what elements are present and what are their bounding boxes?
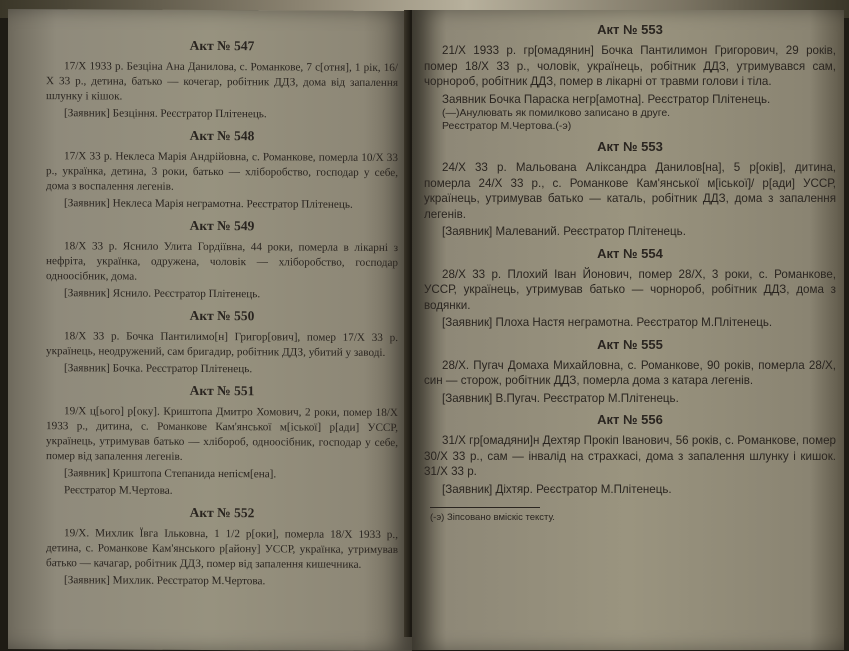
act-548	[46, 127, 398, 213]
act-signature: [Заявник] Яснило. Реєстратор Плітенець.	[64, 287, 261, 301]
act-553	[424, 139, 836, 240]
act-title: Акт № 553	[597, 22, 663, 37]
act-signature: [Заявник] В.Пугач. Реєстратор М.Плітенець.	[442, 391, 679, 405]
act-body: 31/Х гр[омадяни]н Дехтяр Прокіп Іванович, 56 років, с. Романкове, помер 30/Х 33 р., сам — інвалід на страхкасі, дома з запалення шлунку і кишок. 31/Х 33 р.	[424, 434, 836, 478]
act-signature: [Заявник] Діхтяр. Реєстратор М.Плітенець.	[442, 482, 672, 496]
act-body: 21/Х 1933 р. гр[омадянин] Бочка Пантилимон Григорович, 29 років, помер 18/Х 33 р., чоловік, українець, робітник ДДЗ, утримувався сам, чорнороб, робітник ДДЗ, помер в лікарні от травми голови і тіла.	[424, 44, 836, 88]
act-title: Акт № 552	[189, 504, 255, 521]
act-547	[46, 37, 398, 123]
act-signature-registrar: Реєстратор М.Чертова.	[64, 484, 173, 497]
act-signature: [Заявник] Неклеса Марія неграмотна. Реєстратор Плітенець.	[64, 197, 353, 211]
act-title: Акт № 555	[597, 336, 663, 352]
act-body: 28/Х. Пугач Домаха Михайловна, с. Романкове, 90 років, померла 28/Х, син — сторож, робітник ДДЗ, померла дома з катара легенів.	[424, 358, 836, 387]
footnote: (-э) Зіпсовано вміскіс тексту.	[430, 512, 555, 523]
act-553-annulled	[424, 22, 836, 133]
act-title: Акт № 554	[597, 245, 663, 261]
act-549	[46, 217, 398, 303]
act-signature: [Заявник] Плоха Настя неграмотна. Реєстратор М.Плітенець.	[442, 316, 773, 329]
act-552	[46, 504, 398, 590]
act-body: 17/Х 33 р. Неклеса Марія Андрійовна, с. Романкове, померла 10/Х 33 р., українка, детина, 3 роки, батько — хліборобство, господар у себе, дома з воспалення легенів.	[46, 150, 398, 193]
act-body: 18/Х 33 р. Бочка Пантилимо[н] Григор[ович], помер 17/Х 33 р. українець, неодружений, сам бригадир, робітник ДДЗ, убитий у заводі.	[46, 330, 398, 359]
act-551	[46, 382, 398, 500]
act-title: Акт № 553	[597, 139, 663, 154]
act-title: Акт № 549	[189, 217, 255, 234]
right-page	[412, 10, 844, 650]
act-body: 28/Х 33 р. Плохий Іван Йонович, помер 28/Х, 3 роки, с. Романкове, УССР, українець, утримував батько — чорнороб, робітник ДДЗ, дома з водянки.	[424, 267, 836, 312]
act-signature: [Заявник] Малеваний. Реєстратор Плітенець.	[442, 225, 686, 238]
act-body: 17/Х 1933 р. Безціна Ана Данилова, с. Романкове, 7 с[отня], 1 рік, 16/Х 33 р., детина, батько — кочегар, робітник ДДЗ, дома від запалення шлунку і кішок.	[46, 60, 398, 103]
act-body: 19/Х. Михлик Ївга Ільковна, 1 1/2 р[оки], померла 18/Х 1933 р., детина, с. Романкове Кам'янського р[айону] УССР, українка, утримував батько — качагар, робітник ДДЗ, помер від запалення кишечника.	[46, 527, 398, 571]
act-550	[46, 307, 398, 378]
act-title: Акт № 547	[189, 37, 255, 54]
act-signature: Заявник Бочка Параска негр[амотна]. Реєстратор Плітенець.	[442, 92, 771, 106]
act-title: Акт № 551	[189, 382, 255, 399]
footnote-rule	[430, 507, 540, 508]
act-signature: [Заявник] Безціння. Реєстратор Плітенець.	[64, 107, 267, 121]
act-signature: [Заявник] Михлик. Реєстратор М.Чертова.	[64, 574, 266, 588]
left-page	[8, 9, 412, 651]
act-title: Акт № 550	[189, 307, 255, 324]
act-title: Акт № 556	[597, 412, 663, 427]
act-554	[424, 246, 836, 331]
act-body: 19/Х ц[ього] р[оку]. Криштопа Дмитро Хомович, 2 роки, помер 18/Х 1933 р., дитина, с. Романкове Кам'янської м[іської] р[ади] УССР, українець, утримував батько — хлібороб, одноосібник, господар у себе, помер від запалення легенів.	[46, 405, 398, 463]
act-555	[424, 337, 836, 407]
act-title: Акт № 548	[189, 127, 255, 144]
act-body: 18/Х 33 р. Яснило Улита Гордіївна, 44 роки, померла в лікарні з нефріта, українка, одружена, чоловік — хліборобство, господар одноосібник, дома.	[46, 240, 398, 283]
act-signature: [Заявник] Бочка. Реєстратор Плітенець.	[64, 362, 253, 376]
annulment-note: (—)Анулювать як помилково записано в друге.	[442, 107, 671, 119]
annulment-registrar: Реєстратор М.Чертова.(-э)	[442, 120, 572, 132]
act-556	[424, 412, 836, 497]
act-signature: [Заявник] Криштопа Степанида непісм[ена].	[64, 467, 277, 481]
act-body: 24/Х 33 р. Мальована Аліксандра Данилов[на], 5 р[оків], дитина, померла 24/Х 33 р., с. Романкове Кам'янської м[іської]/ р[ади] УССР, українець, утримував батько — каталь, робітник ДДЗ, дома з запалення легенів.	[424, 161, 836, 221]
